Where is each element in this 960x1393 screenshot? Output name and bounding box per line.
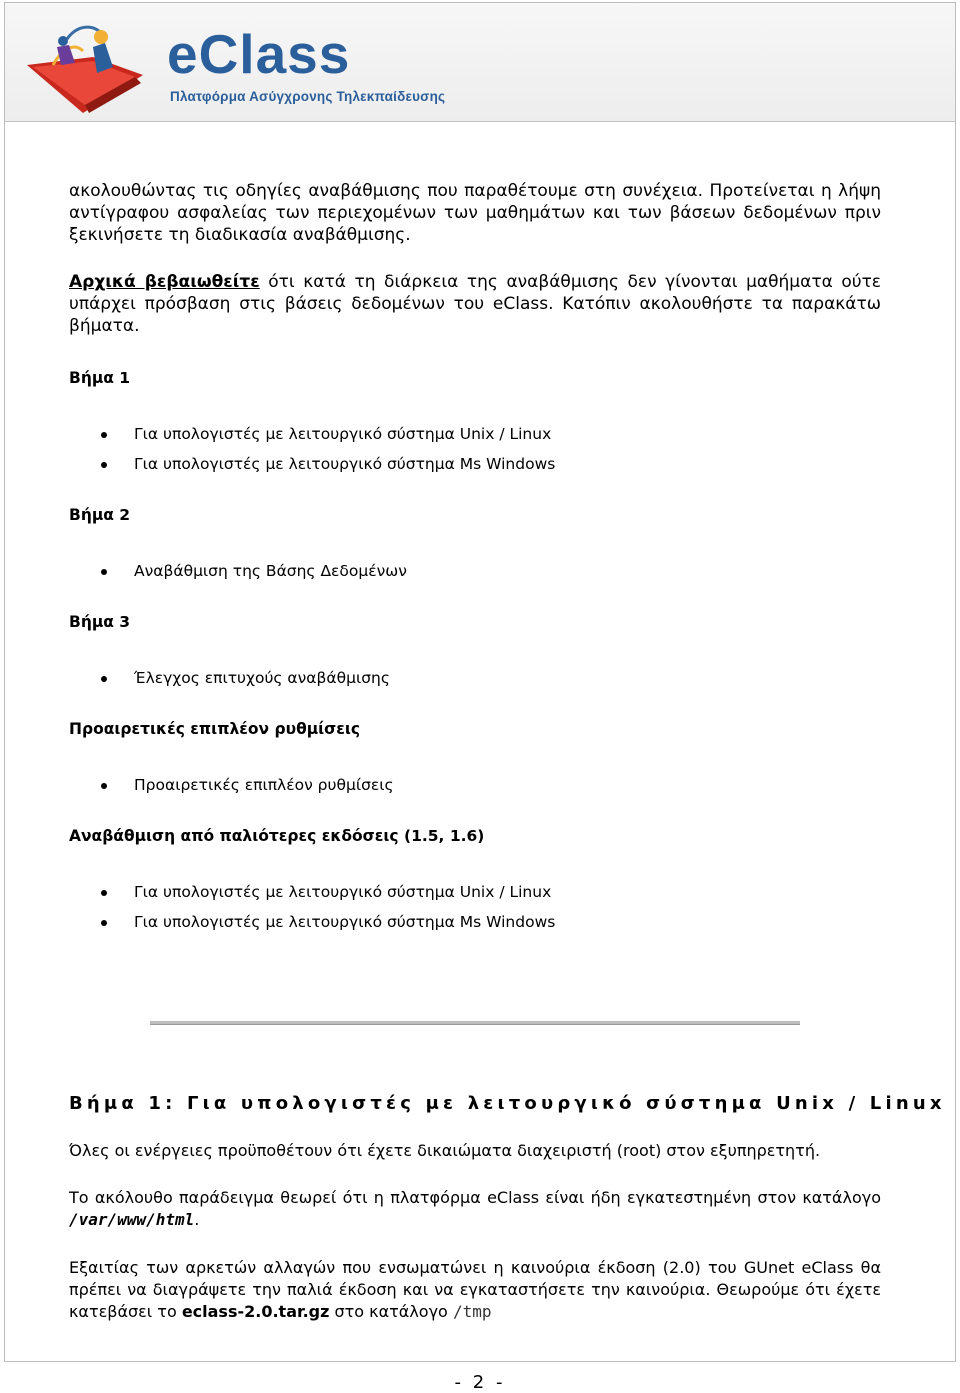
intro-block bbox=[69, 180, 881, 337]
section-optional-list bbox=[69, 775, 881, 805]
section-step-1-list bbox=[69, 424, 881, 484]
step1-title-block bbox=[69, 1093, 946, 1114]
list-item[interactable]: Για υπολογιστές με λειτουργικό σύστημα Unix / Linux bbox=[69, 882, 881, 912]
list-item[interactable]: Για υπολογιστές με λειτουργικό σύστημα Unix / Linux bbox=[69, 424, 881, 454]
step1-p2-block bbox=[69, 1187, 881, 1231]
step1-p3-text: Εξαιτίας των αρκετών αλλαγών που ενσωματώνει η καινούρια έκδοση (2.0) του GUnet eClass θα πρέπει να διαγράψετε την παλιά έκδοση και να εγκαταστήσετε την καινούρια. Θεωρούμε ότι έχετε κατεβάσει το bbox=[69, 1258, 881, 1321]
section-heading: Αναβάθμιση από παλιότερες εκδόσεις (1.5, 1.6) bbox=[69, 827, 485, 845]
section-step-2-list bbox=[69, 561, 881, 591]
path-tmp: /tmp bbox=[452, 1302, 492, 1321]
section-old-versions-list bbox=[69, 882, 881, 942]
list-item[interactable]: Αναβάθμιση της Βάσης Δεδομένων bbox=[69, 561, 881, 591]
page-header bbox=[5, 3, 955, 122]
section-optional bbox=[69, 720, 881, 738]
section-step-1 bbox=[69, 369, 881, 387]
section-heading: Βήμα 1 bbox=[69, 369, 131, 387]
step1-p3-mid: στο κατάλογο bbox=[329, 1302, 453, 1321]
step1-paragraph-3 bbox=[69, 1257, 881, 1323]
logo-subtitle: Πλατφόρμα Ασύγχρονης Τηλεκπαίδευσης bbox=[170, 89, 446, 104]
list-item[interactable]: Προαιρετικές επιπλέον ρυθμίσεις bbox=[69, 775, 881, 805]
step1-p1-block bbox=[69, 1140, 881, 1162]
step1-p2-end: . bbox=[194, 1210, 200, 1229]
step1-p2-text: Το ακόλουθο παράδειγμα θεωρεί ότι η πλατφόρμα eClass είναι ήδη εγκατεστημένη στον κατάλογο bbox=[69, 1188, 881, 1207]
section-heading: Βήμα 3 bbox=[69, 613, 131, 631]
section-heading: Βήμα 2 bbox=[69, 506, 131, 524]
list-item[interactable]: Έλεγχος επιτυχούς αναβάθμισης bbox=[69, 668, 881, 698]
intro-note bbox=[69, 271, 881, 337]
page-number: - 2 - bbox=[454, 1372, 506, 1393]
logo-title: eClass bbox=[167, 23, 351, 85]
horizontal-divider bbox=[150, 1021, 800, 1025]
section-heading: Προαιρετικές επιπλέον ρυθμίσεις bbox=[69, 720, 361, 738]
step1-paragraph-2 bbox=[69, 1187, 881, 1231]
eclass-logo-icon bbox=[23, 17, 163, 117]
section-step-3 bbox=[69, 613, 881, 631]
step1-p3-block bbox=[69, 1257, 881, 1323]
list-item[interactable]: Για υπολογιστές με λειτουργικό σύστημα Ms Windows bbox=[69, 912, 881, 942]
archive-filename: eclass-2.0.tar.gz bbox=[181, 1302, 330, 1321]
section-old-versions bbox=[69, 827, 881, 845]
section-step-2 bbox=[69, 506, 881, 524]
section-step-3-list bbox=[69, 668, 881, 698]
step1-paragraph-1: Όλες οι ενέργειες προϋποθέτουν ότι έχετε δικαιώματα διαχειριστή (root) στον εξυπηρετητή. bbox=[69, 1141, 821, 1160]
step1-title: Βήμα 1: Για υπολογιστές με λειτουργικό σύστημα Unix / Linux bbox=[69, 1093, 946, 1114]
intro-note-text: ότι κατά τη διάρκεια της αναβάθμισης δεν γίνονται μαθήματα ούτε υπάρχει πρόσβαση στις βάσεις δεδομένων του eClass. Κατόπιν ακολουθήστε τα παρακάτω βήματα. bbox=[69, 272, 881, 336]
list-item[interactable]: Για υπολογιστές με λειτουργικό σύστημα Ms Windows bbox=[69, 454, 881, 484]
path-var-www-html: /var/www/html bbox=[69, 1210, 195, 1229]
intro-paragraph: ακολουθώντας τις οδηγίες αναβάθμισης που παραθέτουμε στη συνέχεια. Προτείνεται η λήψη αντίγραφου ασφαλείας των περιεχομένων των μαθημάτων και των βάσεων δεδομένων πριν ξεκινήσετε τη διαδικασία αναβάθμισης. bbox=[69, 181, 881, 245]
verify-link[interactable]: Αρχικά βεβαιωθείτε bbox=[69, 272, 260, 292]
